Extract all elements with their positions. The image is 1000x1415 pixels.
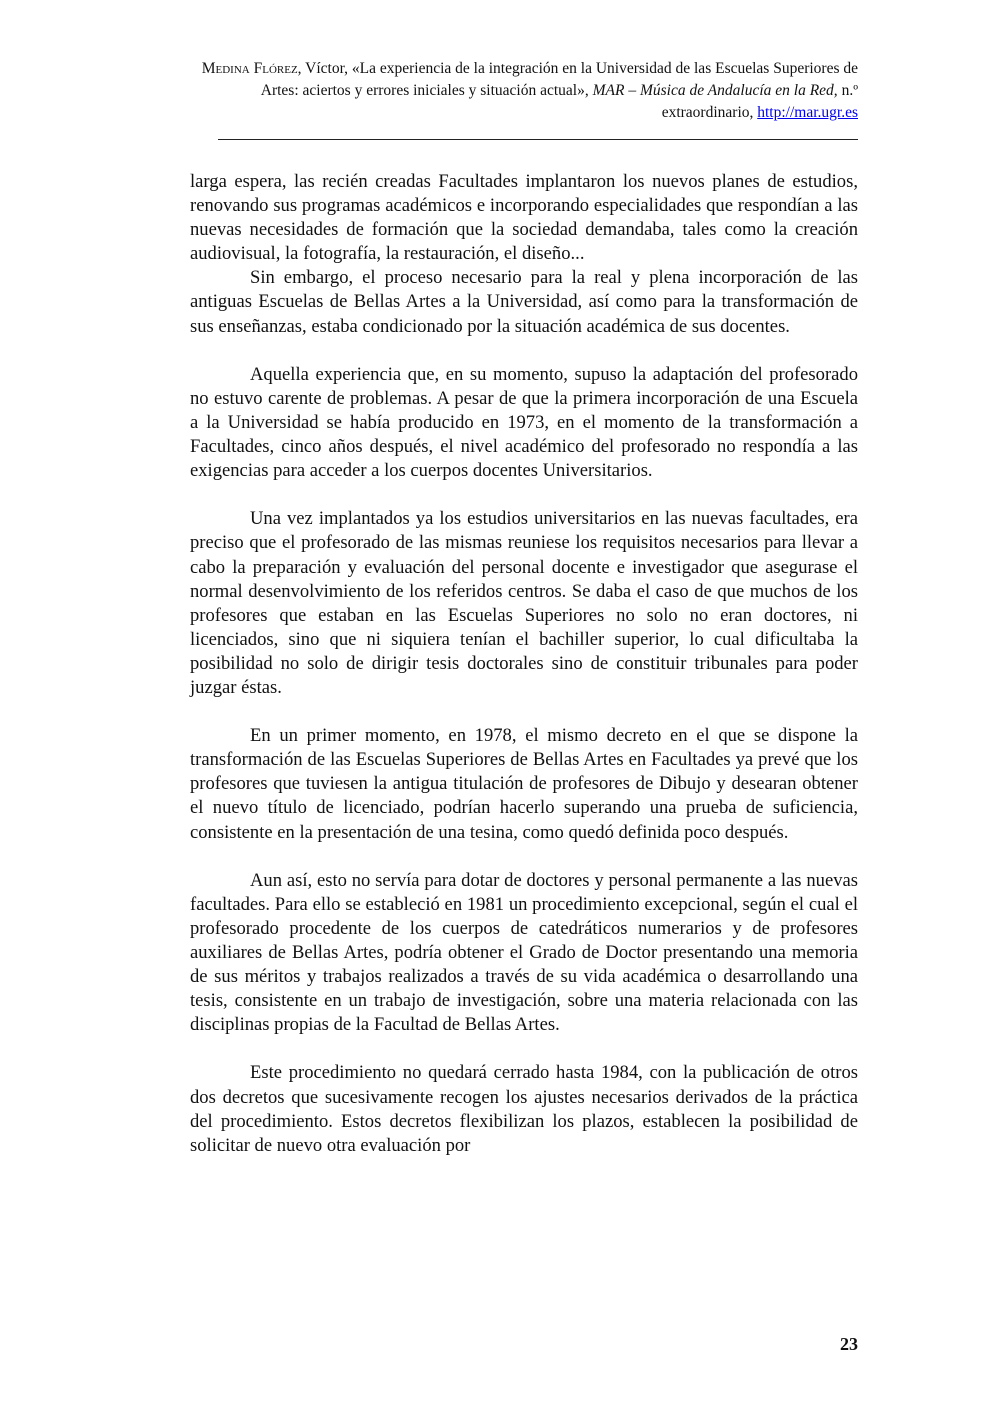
header-journal-title: MAR – Música de Andalucía en la Red, [592,82,838,99]
paragraph: Sin embargo, el proceso necesario para la real y plena incorporación de las antiguas Escuelas de Bellas Artes a la Universidad, así como para la transformación de sus enseñanzas, estaba condicionado por la situación académica de sus docentes. [190,267,858,337]
article-body [190,170,858,1158]
paragraph-continuation: larga espera, las recién creadas Facultades implantaron los nuevos planes de estudios, renovando sus programas académicos e incorporando especialidades que respondían a las nuevas necesidades de formación que la sociedad demandaba, tales como la creación audiovisual, la fotografía, la restauración, el diseño... [190,171,858,265]
header-author-surname: Medina Flórez [201,60,298,77]
running-header [190,58,858,124]
header-url-link[interactable]: http://mar.ugr.es [757,104,858,121]
header-issue: n.º extraordinario, [661,82,858,121]
paragraph: Una vez implantados ya los estudios universitarios en las nuevas facultades, era preciso que el profesorado de las mismas reuniese los requisitos necesarios para llevar a cabo la preparación y evaluación del personal docente e investigador que asegurase el normal desenvolvimiento de los referidos centros. Se daba el caso de que muchos de los profesores que estaban en las Escuelas Superiores no solo no eran doctores, ni licenciados, sino que ni siquiera tenían el bachiller superior, lo cual dificultaba la posibilidad no solo de dirigir tesis doctorales sino de constituir tribunales para poder juzgar éstas. [190,508,858,698]
header-citation: , Víctor, «La experiencia de la integración en la Universidad de las Escuelas Superiores de Artes: aciertos y errores iniciales y situación actual», [260,60,858,99]
paragraph: Aun así, esto no servía para dotar de doctores y personal permanente a las nuevas facultades. Para ello se estableció en 1981 un procedimiento excepcional, según el cual el profesorado procedente de los cuerpos de catedráticos numerarios y de profesores auxiliares de Bellas Artes, podría obtener el Grado de Doctor presentando una memoria de sus méritos y trabajos realizados a través de su vida académica o desarrollando una tesis, consistente en un trabajo de investigación, sobre una materia relacionada con las disciplinas propias de la Facultad de Bellas Artes. [190,869,858,1036]
header-divider [218,139,858,140]
paragraph: Aquella experiencia que, en su momento, supuso la adaptación del profesorado no estuvo carente de problemas. A pesar de que la primera incorporación de una Escuela a la Universidad se había producido en 1973, en el momento de la transformación a Facultades, cinco años después, el nivel académico del profesorado no respondía a las exigencias para acceder a los cuerpos docentes Universitarios. [190,363,858,482]
page-number: 23 [840,1334,858,1354]
paragraph: En un primer momento, en 1978, el mismo decreto en el que se dispone la transformación de las Escuelas Superiores de Bellas Artes en Facultades ya prevé que los profesores que tuviesen la antigua titulación de profesores de Dibujo y desearan obtener el nuevo título de licenciado, podrían hacerlo superando una prueba de suficiencia, consistente en la presentación de una tesina, como quedó definida poco después. [190,725,858,843]
paragraph: Este procedimiento no quedará cerrado hasta 1984, con la publicación de otros dos decretos que sucesivamente recogen los ajustes necesarios derivados de la práctica del procedimiento. Estos decretos flexibilizan los plazos, establecen la posibilidad de solicitar de nuevo otra evaluación por [190,1062,858,1156]
